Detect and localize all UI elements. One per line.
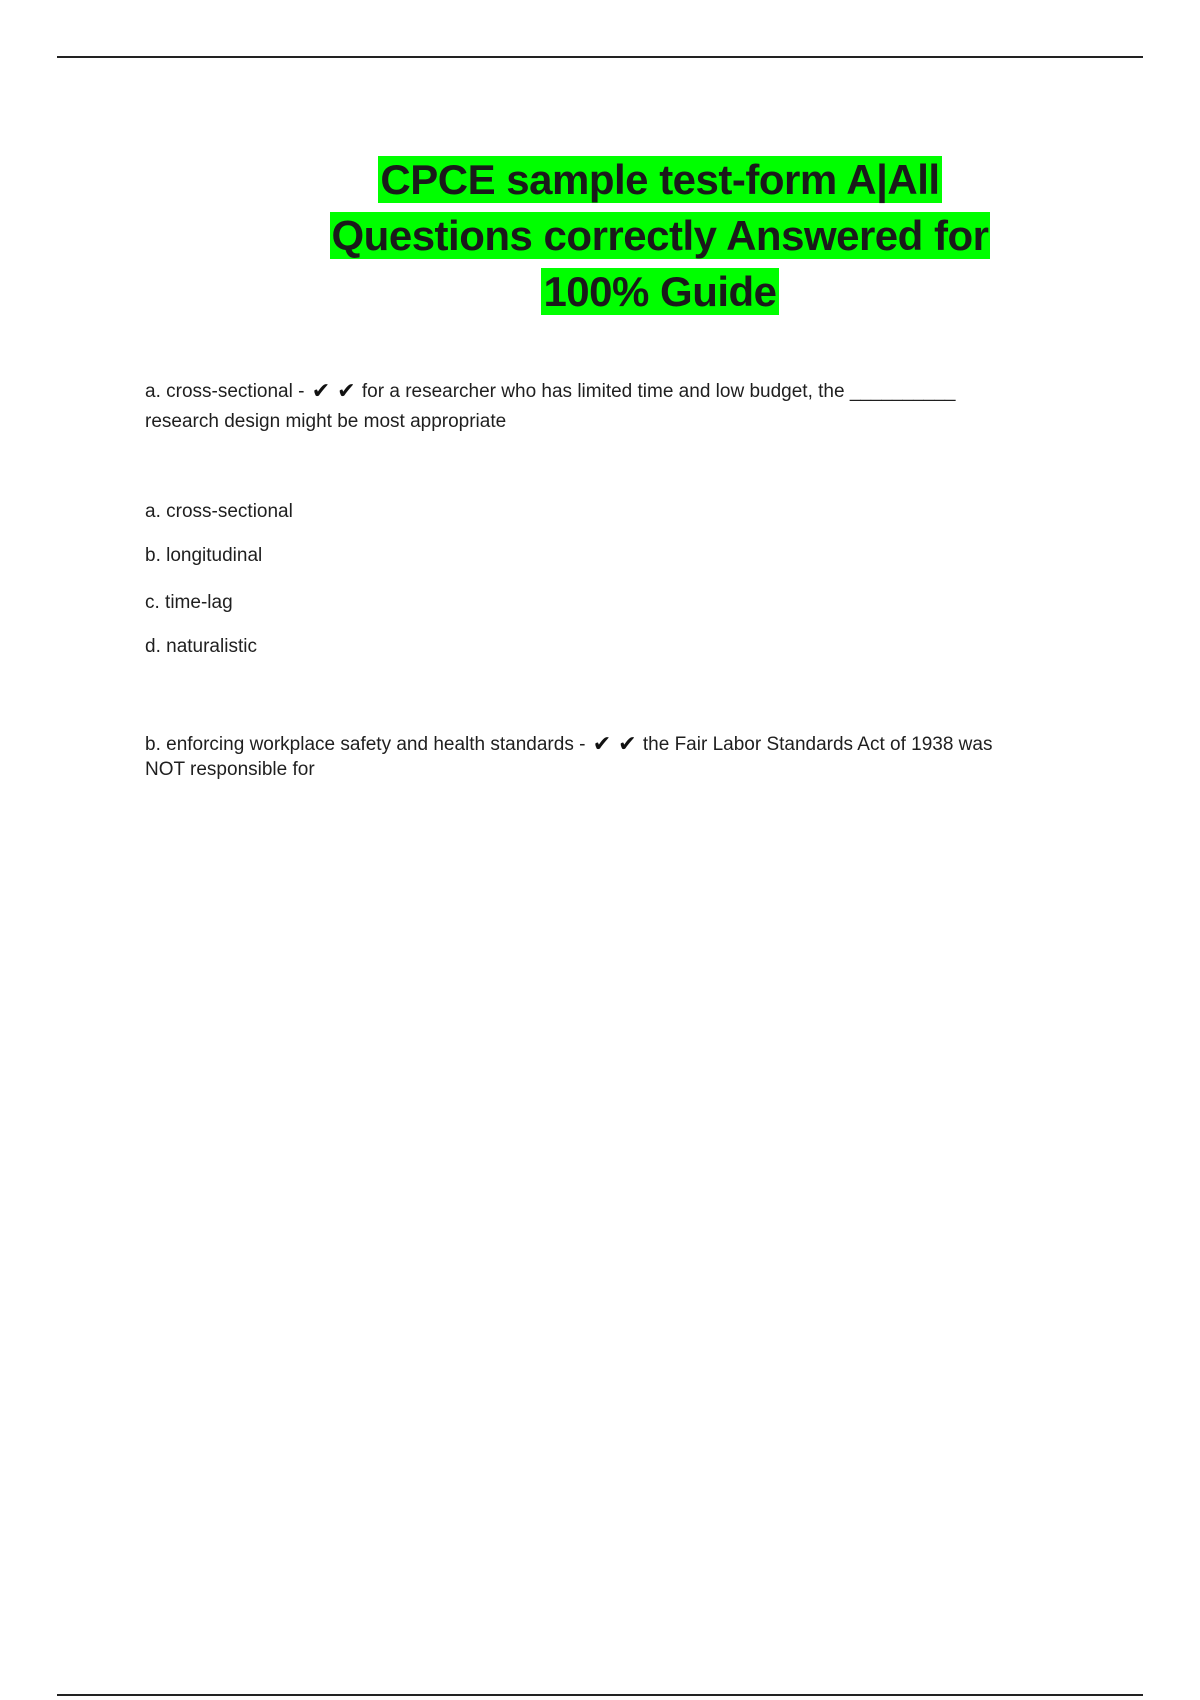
option-b: b. longitudinal: [145, 545, 263, 566]
question-block-1: [145, 376, 1025, 437]
question-text: for a researcher who has limited time and low budget, the __________ research design might be most appropriate: [145, 381, 956, 432]
footer-rule: [57, 1694, 1143, 1696]
question-text: the Fair Labor Standards Act of 1938 was NOT responsible for: [145, 734, 993, 780]
option-a: a. cross-sectional: [145, 501, 293, 522]
title-highlight: CPCE sample test-form A|All Questions correctly Answered for 100% Guide: [331, 156, 989, 315]
question-block-2: [145, 731, 1025, 782]
header-rule: [57, 56, 1143, 58]
option-d: d. naturalistic: [145, 636, 257, 657]
check-icon: ✔: [311, 378, 331, 403]
check-icon: ✔: [337, 378, 356, 403]
answer-text: b. enforcing workplace safety and health standards -: [145, 734, 586, 755]
check-icon: ✔: [592, 731, 612, 756]
option-c: c. time-lag: [145, 592, 233, 613]
check-icon: ✔: [618, 731, 637, 756]
answer-text: a. cross-sectional -: [145, 381, 305, 402]
document-title: [300, 152, 1020, 320]
